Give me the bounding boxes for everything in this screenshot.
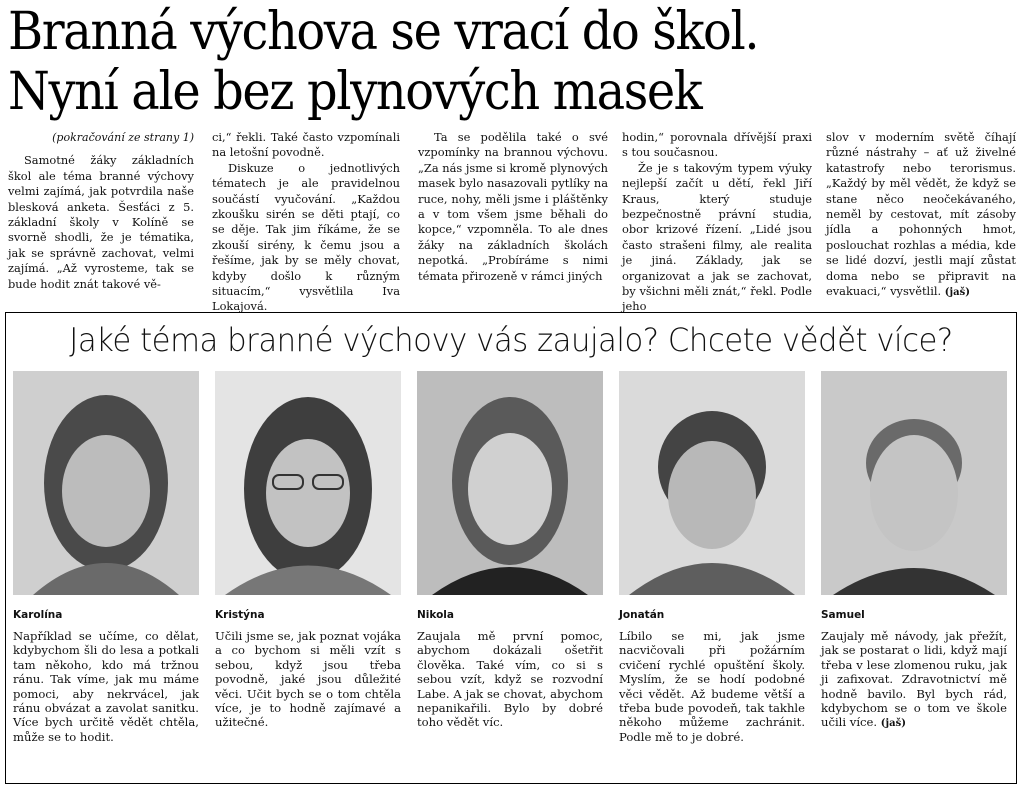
portrait-photo xyxy=(215,371,401,595)
article-paragraph: Ta se podělila také o své vzpomínky na brannou výchovu. „Za nás jsme si kromě plynových masek bylo nasazovali pytlíky na ruce, nohy, měli jsme i pláštěnky a v tom všem jsme běhali do kopce,“ vzpomněla. To ale dnes žáky na základních školách nepotká. „Probíráme s nimi témata přirozeně v rámci jiných xyxy=(418,130,608,283)
article-paragraph: Že je s takovým typem výuky nejlepší začít u dětí, řekl Jiří Kraus, který studuje bezpečnostně právní studia, obor krizové řízení. „Lidé jsou často strašeni filmy, ale realita je jiná. Základy, jak se organizovat a jak se zachovat, by všichni měli znát,“ řekl. Podle jeho xyxy=(622,160,812,314)
article-paragraph: hodin,“ porovnala dřívější praxi s tou současnou. xyxy=(622,130,812,160)
article-columns xyxy=(8,130,1016,314)
survey-box xyxy=(5,312,1017,784)
portrait-photo xyxy=(417,371,603,595)
article-column-3 xyxy=(418,130,608,284)
survey-person xyxy=(215,371,401,730)
person-name: Karolína xyxy=(13,609,63,621)
person-quote xyxy=(821,629,1007,732)
person-name: Kristýna xyxy=(215,609,265,621)
survey-person xyxy=(821,371,1007,732)
person-quote: Zaujala mě první pomoc, abychom dokázali ošetřit člověka. Také vím, co si s sebou vzít, když se rozvodní Labe. A jak se chovat, abychom nepanikařili. Bylo by dobré toho vědět víc. xyxy=(417,629,603,730)
portrait-silhouette-icon xyxy=(13,371,199,595)
portrait-photo xyxy=(619,371,805,595)
continued-note: (pokračování ze strany 1) xyxy=(52,131,194,144)
person-quote: Líbilo se mi, jak jsme nacvičovali při požárním cvičení rychlé opuštění školy. Myslím, že se hodí podobné věci vědět. Až budeme větší a třeba bude povodeň, tak takhle někoho můžeme zachránit. Podle mě to je dobré. xyxy=(619,629,805,744)
article-column-2 xyxy=(212,130,400,315)
person-name: Nikola xyxy=(417,609,454,621)
survey-title: Jaké téma branné výchovy vás zaujalo? Chcete vědět více? xyxy=(69,321,953,359)
headline xyxy=(8,2,937,122)
portrait-photo xyxy=(821,371,1007,595)
article-column-5 xyxy=(826,130,1016,300)
person-name: Jonatán xyxy=(619,609,665,621)
portrait-silhouette-icon xyxy=(215,371,401,595)
headline-line-2: Nyní ale bez plynových masek xyxy=(8,62,702,122)
portrait-silhouette-icon xyxy=(619,371,805,595)
person-name: Samuel xyxy=(821,609,865,621)
author-signature: (jaš) xyxy=(944,287,970,299)
person-quote: Učili jsme se, jak poznat vojáka a co bychom si měli vzít s sebou, když jsou třeba povodně, jaké jsou důležité věci. Učit bych se o tom chtěla více, je to hodně zajímavé a užitečné. xyxy=(215,629,401,730)
portrait-photo xyxy=(13,371,199,595)
portrait-silhouette-icon xyxy=(821,371,1007,595)
person-quote-text: Zaujaly mě návody, jak přežít, jak se postarat o lidi, když mají třeba v lese zlomenou ruku, jak ji zafixovat. Zdravotnictví mě hodně bavilo. Byl bych rád, kdybychom se o tom ve škole učili více. xyxy=(821,629,1007,730)
article-column-4 xyxy=(622,130,812,315)
person-quote: Například se učíme, co dělat, kdybychom šli do lesa a potkali tam někoho, kdo má tržnou ránu. Tak víme, jak mu máme pomoci, aby nekrvácel, jak ránu obvázat a zavolat sanitku. Více bych určitě vědět chtěla, může se to hodit. xyxy=(13,629,199,744)
survey-person xyxy=(417,371,603,730)
article-paragraph: ci,“ řekli. Také často vzpomínali na letošní povodně. xyxy=(212,130,400,160)
headline-line-1: Branná výchova se vrací do škol. xyxy=(8,2,759,62)
article-column-1 xyxy=(8,130,194,292)
survey-person xyxy=(619,371,805,744)
survey-person xyxy=(13,371,199,744)
survey-signature: (jaš) xyxy=(880,718,906,730)
portrait-silhouette-icon xyxy=(417,371,603,595)
article-text: slov v moderním světě číhají různé nástrahy – ať už živelné katastrofy nebo terorismus. „Každý by měl vědět, že když se stane něco neočekávaného, neměl by cestovat, mít zásoby jídla a pohonných hmot, poslouchat rozhlas a média, kde se lidé dozví, jestli mají zůstat doma nebo se připravit na evakuaci,“ vysvětlil. xyxy=(826,130,1016,299)
article-paragraph: Diskuze o jednotlivých tématech je ale pravidelnou součástí vyučování. „Každou zkoušku sirén se děti ptají, co se děje. Tak jim říkáme, že se zkouší sirény, k čemu jsou a řešíme, jak by se měly chovat, kdyby došlo k různým situacím,“ vysvětlila Iva Lokajová. xyxy=(212,160,400,314)
article-paragraph: Samotné žáky základních škol ale téma branné výchovy velmi zajímá, jak potvrdila naše blesková anketa. Šesťáci z 5. základní školy v Kolíně se svorně shodli, že je tématika, jak se správně zachovat, velmi zajímá. „Až vyrosteme, tak se bude hodit znát takové vě- xyxy=(8,153,194,291)
article-paragraph xyxy=(826,130,1016,300)
